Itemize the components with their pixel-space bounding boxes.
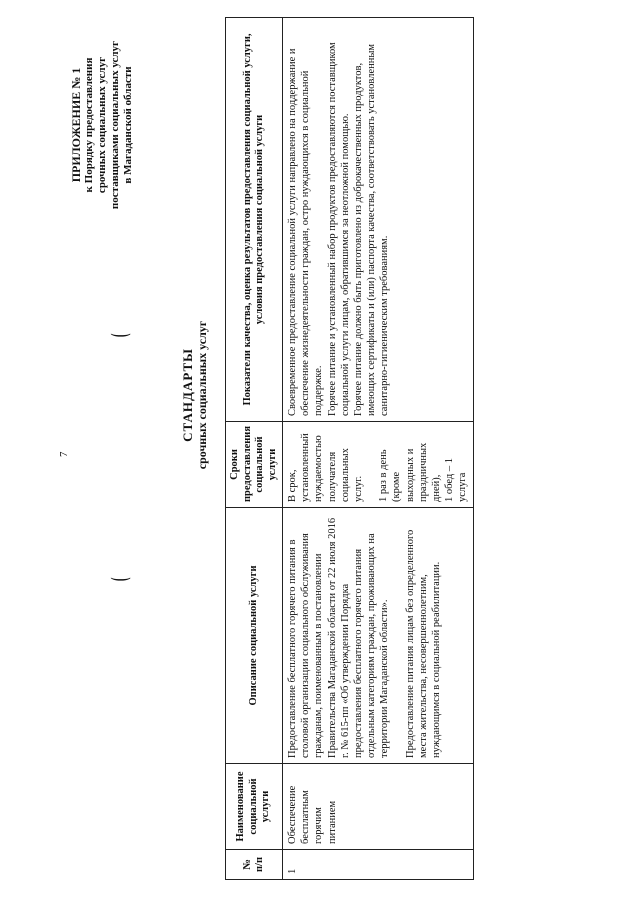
description-paragraph: Предоставление питания лицам без определенного места жительства, несовершеннолетним, нуждающимся в социальной реабилитации.: [404, 529, 443, 758]
table-header-row: [226, 18, 283, 880]
terms-paragraph: В срок, установленный нуждаемостью получателя социальных услуг.: [287, 433, 365, 502]
quality-paragraph: Своевременное предоставление социальной услуги направлено на поддержание и обеспечение жизнедеятельности граждан, остро нуждающихся в социальной поддержке.: [287, 48, 325, 416]
header-num: № п/п: [226, 850, 283, 880]
appendix-line: поставщиками социальных услуг: [109, 40, 121, 210]
header-description: Описание социальной услуги: [226, 508, 283, 764]
cell-description: [283, 508, 474, 764]
page-number: 7: [58, 451, 70, 457]
title-subtitle: срочных социальных услуг: [195, 320, 209, 470]
appendix-block: [70, 5, 135, 245]
header-name: Наименование социальной услуги: [226, 764, 283, 850]
cell-terms: [283, 422, 474, 508]
terms-paragraph: 1 обед – 1 услуга: [444, 458, 469, 502]
appendix-line: срочных социальных услуг: [96, 56, 108, 194]
header-quality: Показатели качества, оценка результатов предоставления социальной услуги, условия предоставления социальной услуги: [226, 18, 283, 422]
quality-paragraph: Горячее питание должно быть приготовлено из доброкачественных продуктов, имеющих сертификаты и (или) паспорта качества, соответствовать установленным санитарно-гигиеническим требованиям.: [353, 43, 391, 416]
cell-quality: [283, 18, 474, 422]
header-terms: Сроки предоставления социальной услуги: [226, 422, 283, 508]
appendix-line: к Порядку предоставления: [83, 57, 95, 193]
description-paragraph: Предоставление бесплатного горячего питания в столовой организации социального обслуживания гражданам, поименованным в постановлении Правительства Магаданской области от 22 июля 2016 г. № 615-пп «Об утверждении Порядка предоставления бесплатного горячего питания отдельным категориям граждан, проживающих на территории Магаданской области».: [287, 517, 391, 758]
appendix-heading: ПРИЛОЖЕНИЕ № 1: [69, 67, 83, 183]
appendix-line: в Магаданской области: [122, 66, 134, 184]
scan-mark-right: (: [106, 333, 131, 338]
document-title: [180, 165, 210, 625]
cell-num: 1: [283, 850, 474, 880]
quality-paragraph: Горячее питание и установленный набор продуктов предоставляются поставщиком социальной услуги лицам, обратившимся за неотложной помощью.: [326, 42, 351, 416]
cell-name: Обеспечение бесплатным горячим питанием: [283, 764, 474, 850]
scan-mark-left: (: [106, 577, 131, 582]
title-main: СТАНДАРТЫ: [180, 348, 195, 442]
terms-paragraph: 1 раз в день (кроме выходных и праздничных дней),: [378, 442, 443, 502]
standards-table: [225, 17, 474, 880]
table-row: [283, 18, 474, 880]
